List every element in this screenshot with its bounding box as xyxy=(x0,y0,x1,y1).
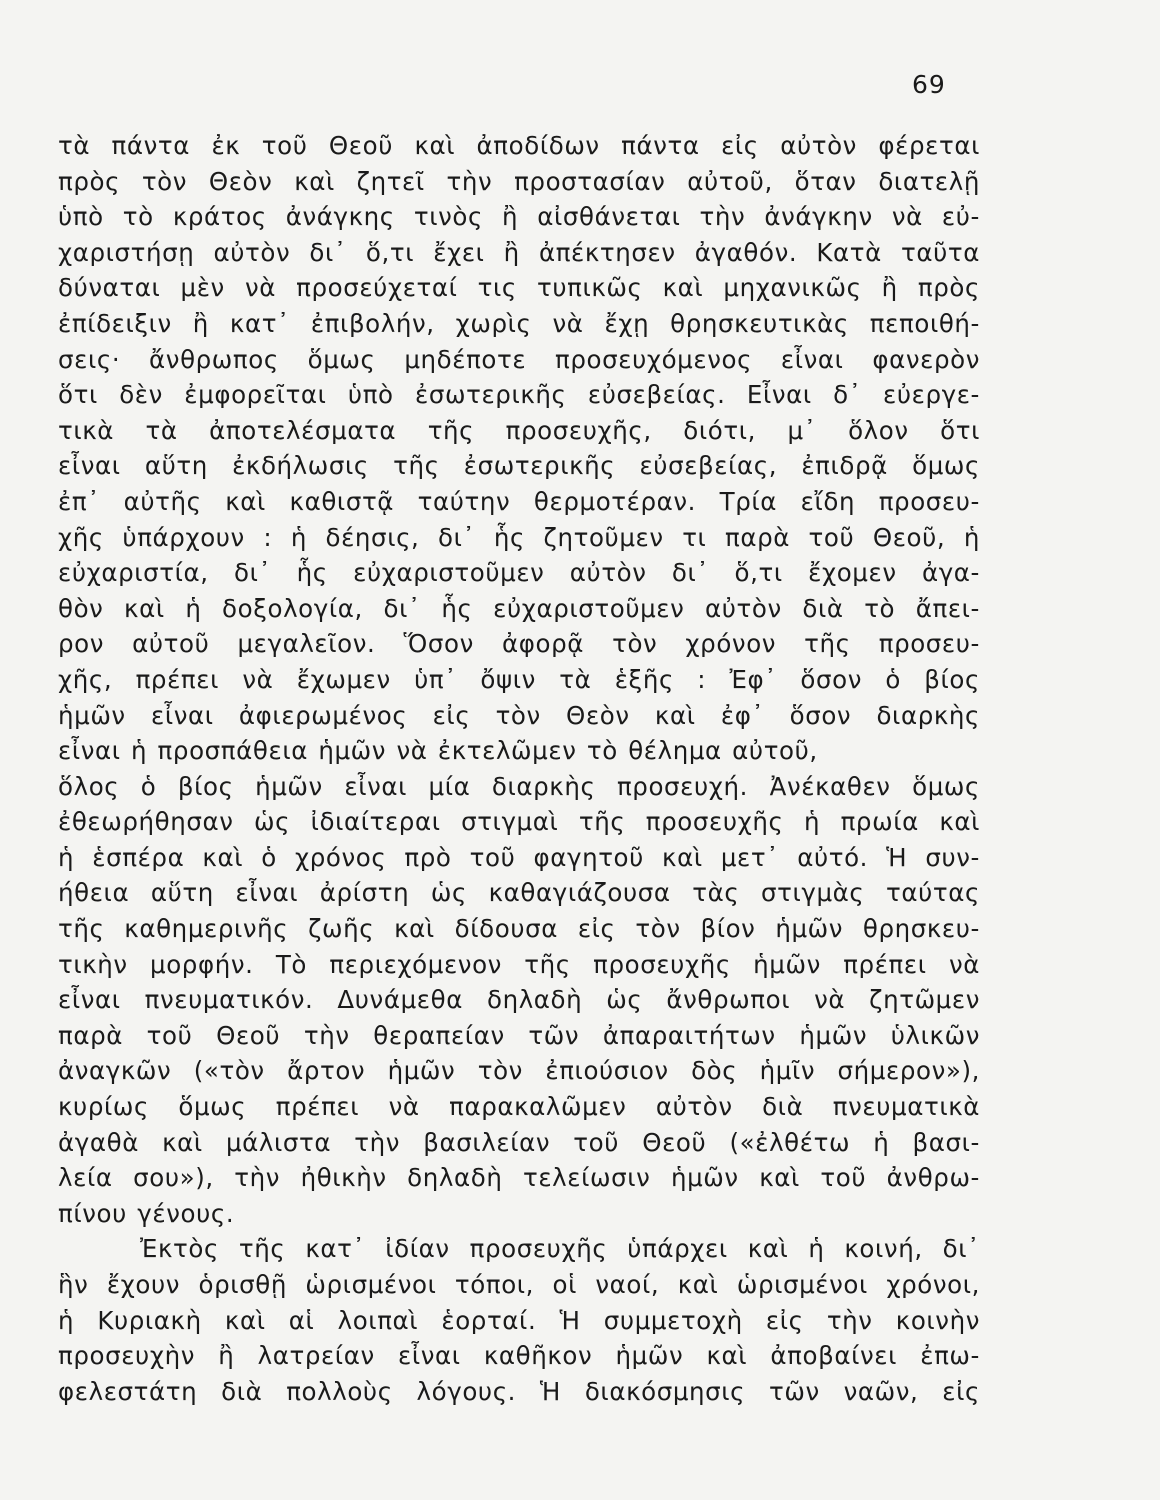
text-line: ἣν ἔχουν ὁρισθῇ ὡρισμένοι τόποι, οἱ ναοί, καὶ ὡρισμένοι χρόνοι, xyxy=(58,1270,980,1299)
text-line: ἐθεωρήθησαν ὡς ἰδιαίτεραι στιγμαὶ τῆς προσευχῆς ἡ πρωία καὶ xyxy=(58,807,980,837)
page-number: 69 xyxy=(912,70,946,99)
text-line: ἡ ἑσπέρα καὶ ὁ χρόνος πρὸ τοῦ φαγητοῦ καὶ μετ᾽ αὐτό. Ἡ συν- xyxy=(58,842,980,872)
text-line: ὑπὸ τὸ κράτος ἀνάγκης τινὸς ἢ αἰσθάνεται τὴν ἀνάγκην νὰ εὐ- xyxy=(58,202,980,232)
text-line: φελεστάτη διὰ πολλοὺς λόγους. Ἡ διακόσμησις τῶν ναῶν, εἰς xyxy=(58,1376,980,1406)
text-line: εὐχαριστία, δι᾽ ἧς εὐχαριστοῦμεν αὐτὸν δι᾽ ὅ,τι ἔχομεν ἀγα- xyxy=(58,558,980,588)
text-line: ήθεια αὕτη εἶναι ἀρίστη ὡς καθαγιάζουσα τὰς στιγμὰς ταύτας xyxy=(58,878,980,908)
text-line: ἀγαθὰ καὶ μάλιστα τὴν βασιλείαν τοῦ Θεοῦ («ἐλθέτω ἡ βασι- xyxy=(58,1127,980,1157)
text-line: εἶναι πνευματικόν. Δυνάμεθα δηλαδὴ ὡς ἄνθρωποι νὰ ζητῶμεν xyxy=(58,985,980,1015)
text-line: κυρίως ὅμως πρέπει νὰ παρακαλῶμεν αὐτὸν διὰ πνευματικὰ xyxy=(58,1092,980,1122)
paragraph-start-line: Ἐκτὸς τῆς κατ᾽ ἰδίαν προσευχῆς ὑπάρχει καὶ ἡ κοινή, δι᾽ xyxy=(140,1234,980,1264)
text-line: ρον αὐτοῦ μεγαλεῖον. Ὅσον ἀφορᾷ τὸν χρόνον τῆς προσευ- xyxy=(58,629,980,659)
text-line: τικὰ τὰ ἀποτελέσματα τῆς προσευχῆς, διότι, μ᾽ ὅλον ὅτι xyxy=(58,415,980,445)
text-line: παρὰ τοῦ Θεοῦ τὴν θεραπείαν τῶν ἀπαραιτήτων ἡμῶν ὑλικῶν xyxy=(58,1020,980,1050)
text-line: τὰ πάντα ἐκ τοῦ Θεοῦ καὶ ἀποδίδων πάντα εἰς αὐτὸν φέρεται xyxy=(58,131,980,160)
text-line: θὸν καὶ ἡ δοξολογία, δι᾽ ἧς εὐχαριστοῦμεν αὐτὸν διὰ τὸ ἄπει- xyxy=(58,593,980,623)
text-line: ἡ Κυριακὴ καὶ αἱ λοιπαὶ ἑορταί. Ἡ συμμετοχὴ εἰς τὴν κοινὴν xyxy=(58,1305,980,1335)
text-line: προσευχὴν ἢ λατρείαν εἶναι καθῆκον ἡμῶν καὶ ἀποβαίνει ἐπω- xyxy=(58,1341,980,1371)
text-line: χαριστήσῃ αὐτὸν δι᾽ ὅ,τι ἔχει ἢ ἀπέκτησεν ἀγαθόν. Κατὰ ταῦτα xyxy=(58,237,980,267)
text-line: δύναται μὲν νὰ προσεύχεταί τις τυπικῶς καὶ μηχανικῶς ἢ πρὸς xyxy=(58,273,980,303)
paragraph-end-line: πίνου γένους. xyxy=(58,1198,235,1228)
text-line: τικὴν μορφήν. Τὸ περιεχόμενον τῆς προσευχῆς ἡμῶν πρέπει νὰ xyxy=(58,949,980,979)
text-line: χῆς ὑπάρχουν : ἡ δέησις, δι᾽ ἧς ζητοῦμεν τι παρὰ τοῦ Θεοῦ, ἡ xyxy=(58,522,980,552)
text-line: χῆς, πρέπει νὰ ἔχωμεν ὑπ᾽ ὄψιν τὰ ἑξῆς : Ἐφ᾽ ὅσον ὁ βίος xyxy=(58,664,980,694)
text-line: εἶναι αὕτη ἐκδήλωσις τῆς ἐσωτερικῆς εὐσεβείας, ἐπιδρᾷ ὅμως xyxy=(58,451,980,481)
text-line: σεις· ἄνθρωπος ὅμως μηδέποτε προσευχόμενος εἶναι φανερὸν xyxy=(58,344,980,374)
text-line: ὅτι δὲν ἐμφορεῖται ὑπὸ ἐσωτερικῆς εὐσεβείας. Εἶναι δ᾽ εὐεργε- xyxy=(58,380,980,410)
body-text xyxy=(58,128,980,1409)
text-line: πρὸς τὸν Θεὸν καὶ ζητεῖ τὴν προστασίαν αὐτοῦ, ὅταν διατελῇ xyxy=(58,166,980,196)
text-line: ἐπίδειξιν ἢ κατ᾽ ἐπιβολήν, χωρὶς νὰ ἔχῃ θρησκευτικὰς πεποιθή- xyxy=(58,308,980,338)
text-line: ὅλος ὁ βίος ἡμῶν εἶναι μία διαρκὴς προσευχή. Ἀνέκαθεν ὅμως xyxy=(58,771,980,801)
text-line: εἶναι ἡ προσπάθεια ἡμῶν νὰ ἐκτελῶμεν τὸ θέλημα αὐτοῦ, xyxy=(58,736,818,766)
text-line: ἡμῶν εἶναι ἀφιερωμένος εἰς τὸν Θεὸν καὶ ἐφ᾽ ὅσον διαρκὴς xyxy=(58,700,980,730)
text-line: ἀναγκῶν («τὸν ἄρτον ἡμῶν τὸν ἐπιούσιον δὸς ἡμῖν σήμερον»), xyxy=(58,1056,980,1086)
text-line: ἐπ᾽ αὐτῆς καὶ καθιστᾷ ταύτην θερμοτέραν. Τρία εἴδη προσευ- xyxy=(58,486,980,516)
text-line: τῆς καθημερινῆς ζωῆς καὶ δίδουσα εἰς τὸν βίον ἡμῶν θρησκευ- xyxy=(58,914,980,944)
text-line: λεία σου»), τὴν ἠθικὴν δηλαδὴ τελείωσιν ἡμῶν καὶ τοῦ ἀνθρω- xyxy=(58,1163,980,1193)
